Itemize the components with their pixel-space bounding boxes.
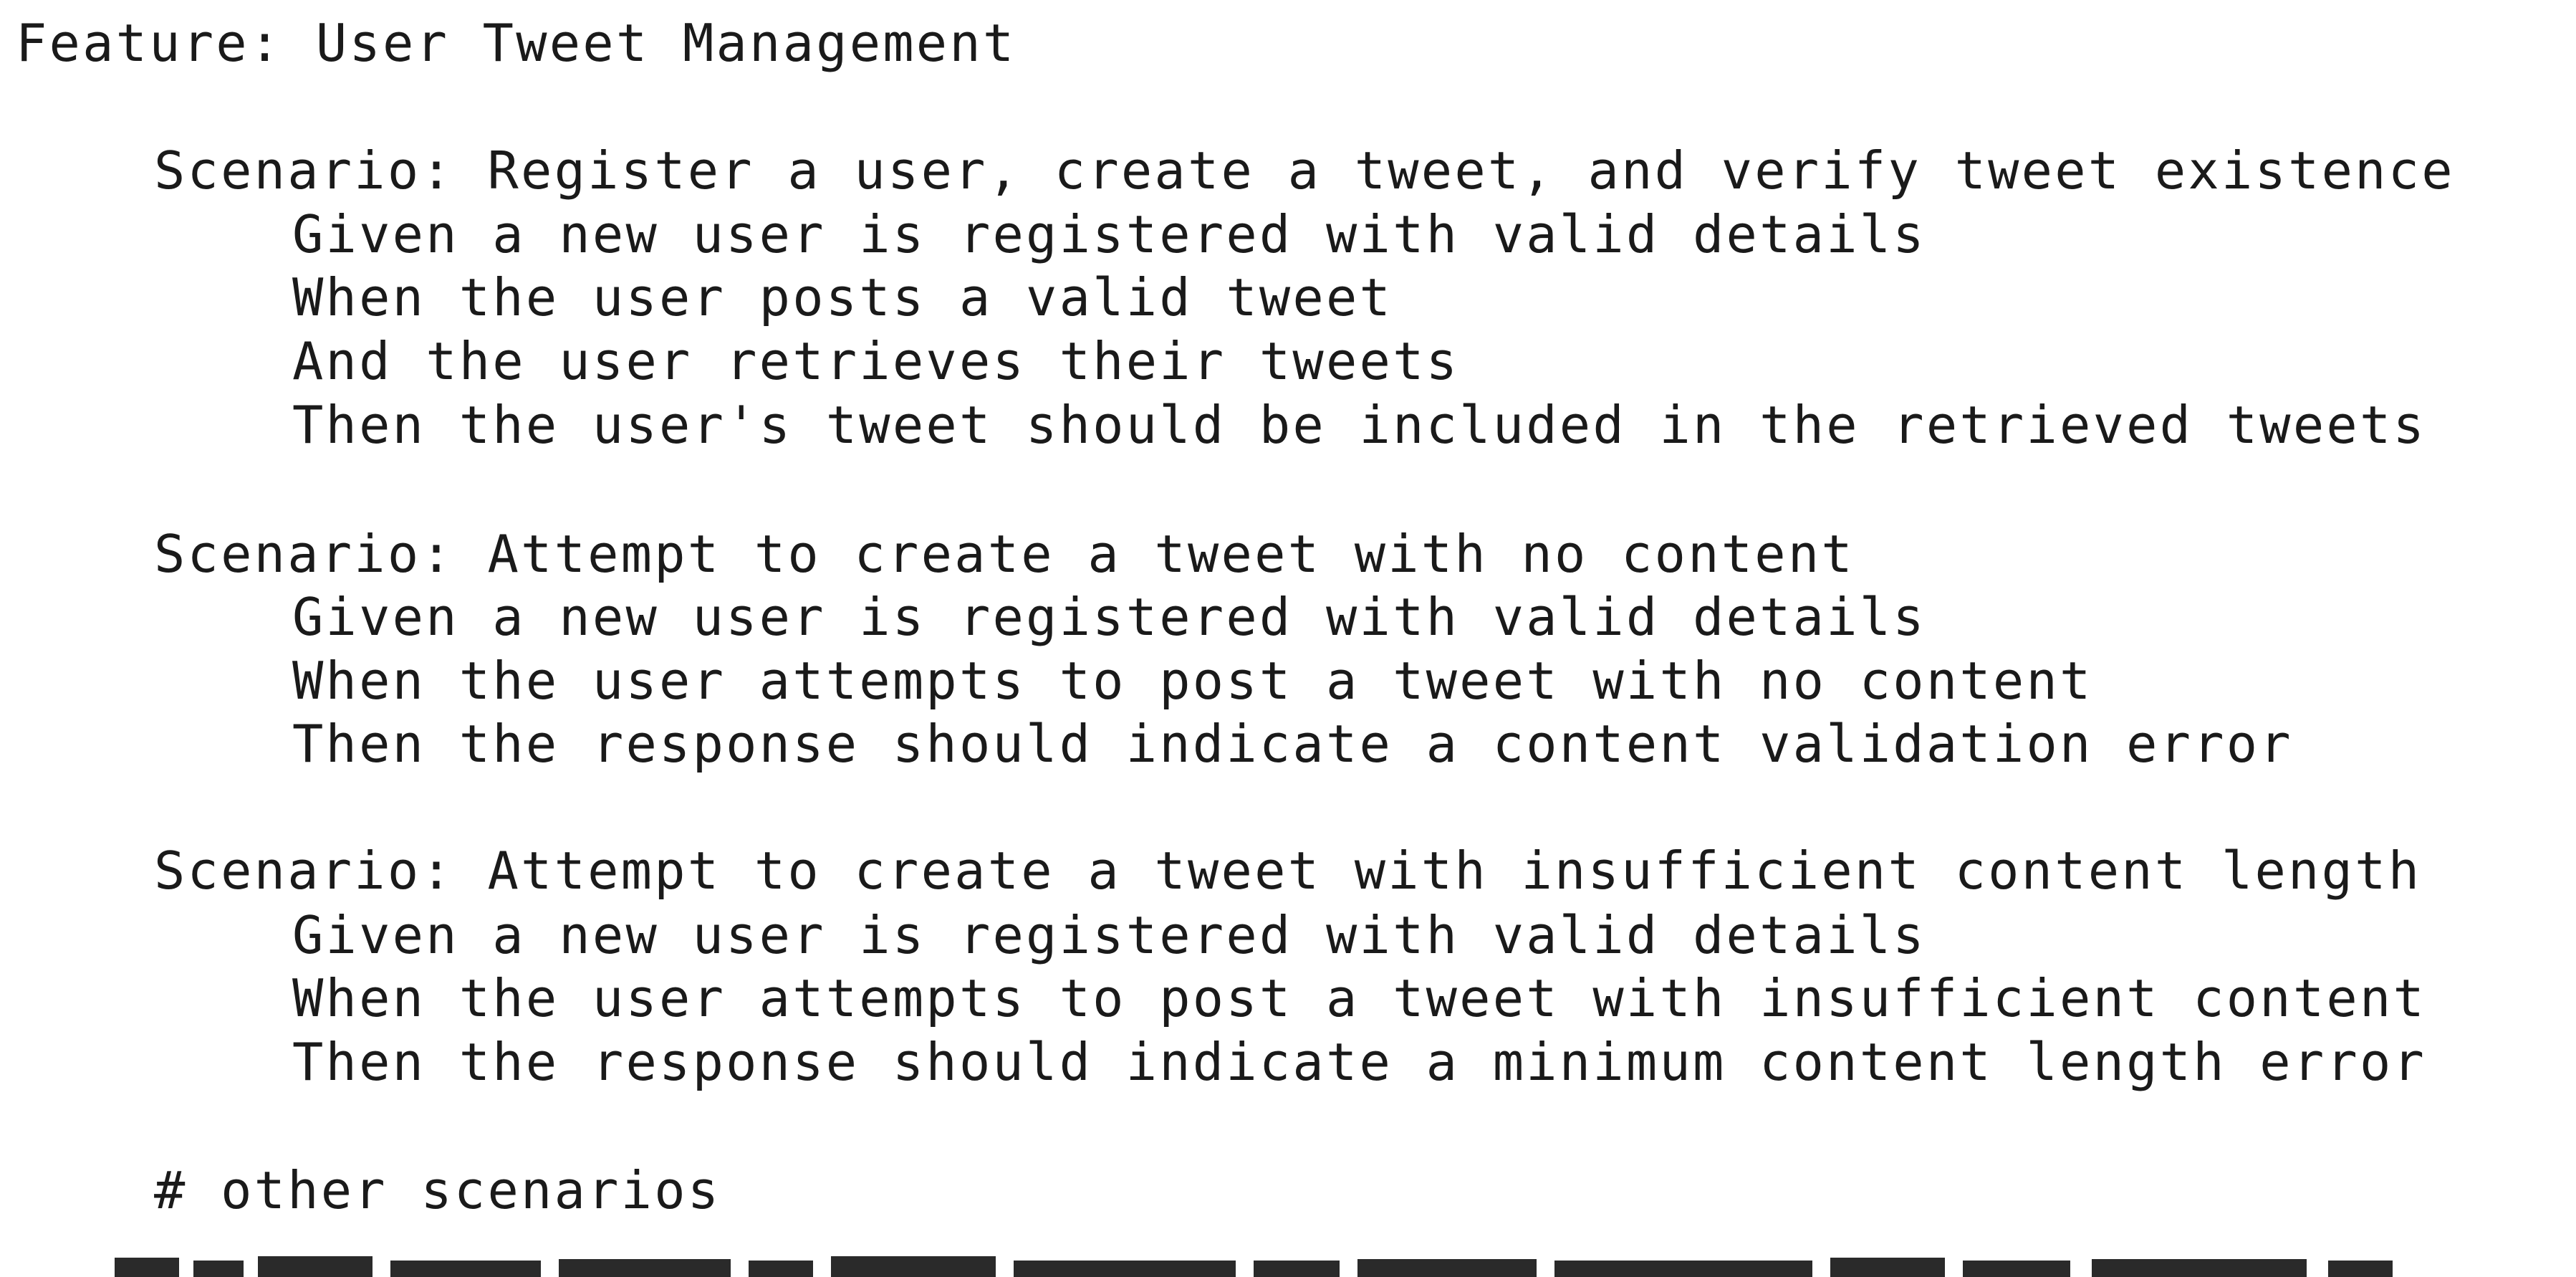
- scenario-1-title: Scenario: Register a user, create a tweet, and verify tweet existence: [154, 140, 2455, 201]
- scenario-2-step-1: Given a new user is registered with valid details: [292, 587, 1926, 647]
- scenario-1-step-2: When the user posts a valid tweet: [292, 267, 1393, 327]
- comment-line: # other scenarios: [154, 1160, 721, 1220]
- scenario-3-title: Scenario: Attempt to create a tweet with insufficient content length: [154, 841, 2422, 901]
- scenario-2-title: Scenario: Attempt to create a tweet with no content: [154, 524, 1855, 584]
- clipped-caption-line: [115, 1243, 2479, 1277]
- scenario-3-step-2: When the user attempts to post a tweet with insufficient content: [292, 968, 2427, 1028]
- scenario-1-step-1: Given a new user is registered with valid details: [292, 204, 1926, 264]
- clipped-text-fragments: [115, 1243, 2479, 1277]
- scenario-3-step-3: Then the response should indicate a minimum content length error: [292, 1032, 2427, 1092]
- scenario-2-step-3: Then the response should indicate a content validation error: [292, 714, 2293, 774]
- scenario-2-step-2: When the user attempts to post a tweet with no content: [292, 651, 2093, 711]
- scenario-1-step-3: And the user retrieves their tweets: [292, 331, 1460, 391]
- scenario-1-step-4: Then the user's tweet should be included in the retrieved tweets: [292, 395, 2427, 455]
- scenario-3-step-1: Given a new user is registered with valid details: [292, 905, 1926, 965]
- feature-title: Feature: User Tweet Management: [16, 13, 1017, 73]
